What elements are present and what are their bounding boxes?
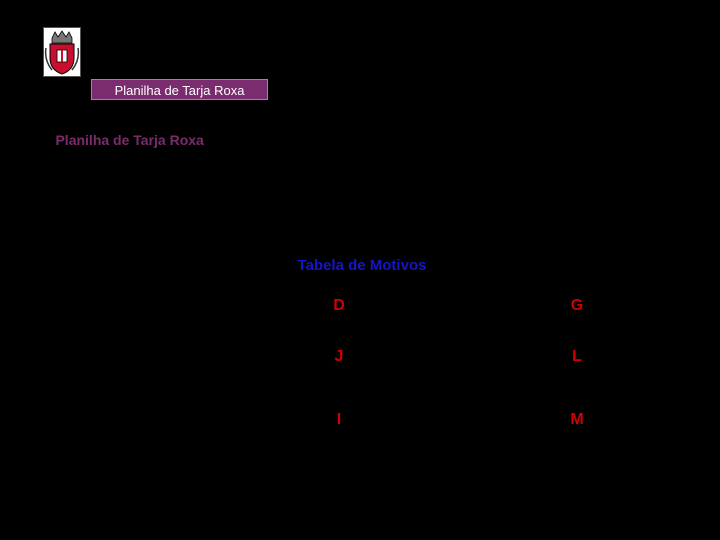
intro-text: é utilizada para diferentes solicitações dentro do bbox=[203, 132, 512, 148]
bold-sis: SIS bbox=[511, 132, 534, 148]
table-row-2-left-label: Bloquear no SIS bbox=[130, 348, 247, 365]
table-row-3-right-code: M bbox=[570, 411, 584, 428]
right-label-line: Alterar horário bbox=[369, 339, 471, 356]
table-row-1-right-code: G bbox=[570, 297, 584, 314]
city-coat-of-arms-logo bbox=[43, 27, 81, 77]
motivos-text: Através da bbox=[43, 197, 116, 213]
right-label-line: suspensas) bbox=[369, 435, 451, 452]
row-divider bbox=[124, 331, 600, 333]
intro-text: . bbox=[634, 132, 639, 148]
table-row-2-right-label bbox=[369, 337, 470, 379]
intro-paragraph bbox=[43, 131, 672, 149]
motivos-table bbox=[122, 282, 602, 456]
footer-website-link[interactable]: www.prefeitura.sp.gov.br/processos bbox=[296, 496, 424, 505]
org-line-section: Seção Técnica de Controle de Processos bbox=[88, 55, 240, 65]
table-row-3-right-label bbox=[369, 386, 478, 455]
right-label-line: Desbloquear acesso bbox=[369, 289, 515, 306]
highlight-planilha: Planilha de Tarja Roxa bbox=[55, 132, 204, 148]
table-row-1-right-label bbox=[369, 287, 515, 329]
bold-motivo: Motivo bbox=[348, 215, 394, 231]
intro-text: e do bbox=[533, 132, 569, 148]
intro-text: A bbox=[43, 132, 56, 148]
row-divider bbox=[124, 380, 600, 382]
motivos-paragraph bbox=[43, 196, 672, 232]
table-row-2-right-code: L bbox=[572, 348, 582, 365]
menu-button[interactable]: Menu bbox=[630, 507, 673, 520]
right-label-line: (unidades bbox=[369, 412, 440, 429]
right-label-line: Submestres bbox=[369, 310, 455, 327]
bold-simproc: SIMPROC bbox=[568, 132, 635, 148]
table-title: Tabela de Motivos bbox=[122, 251, 602, 279]
footer-cadastramento-link[interactable]: Cadastramento de Operadores bbox=[304, 508, 416, 517]
right-label-line: Submestres bbox=[369, 360, 455, 377]
table-row-1-left-code: D bbox=[333, 297, 345, 314]
table-row-1-left-label: Conectar Assunto bbox=[130, 297, 257, 314]
motivos-text: constante na Planilha, o Submestre pode localizar a solicitação que deseja, informando o código desejado no campo bbox=[43, 197, 672, 231]
table-row-2-left-code: J bbox=[334, 348, 344, 365]
column-divider bbox=[553, 284, 555, 454]
table-row-3-left-label: Alterar Grau bbox=[130, 411, 218, 428]
bold-tabela-motivos: Tabela de Motivos bbox=[115, 197, 239, 213]
page-title: Planilha de Tarja Roxa bbox=[91, 79, 268, 100]
column-divider bbox=[359, 284, 361, 454]
motivos-text: . bbox=[393, 215, 398, 231]
table-row-3-left-code: I bbox=[336, 411, 342, 428]
right-label-line: Alterar unidade bbox=[369, 389, 478, 406]
org-line-division: Divisão Técnica de Processos Municipais bbox=[88, 42, 245, 52]
